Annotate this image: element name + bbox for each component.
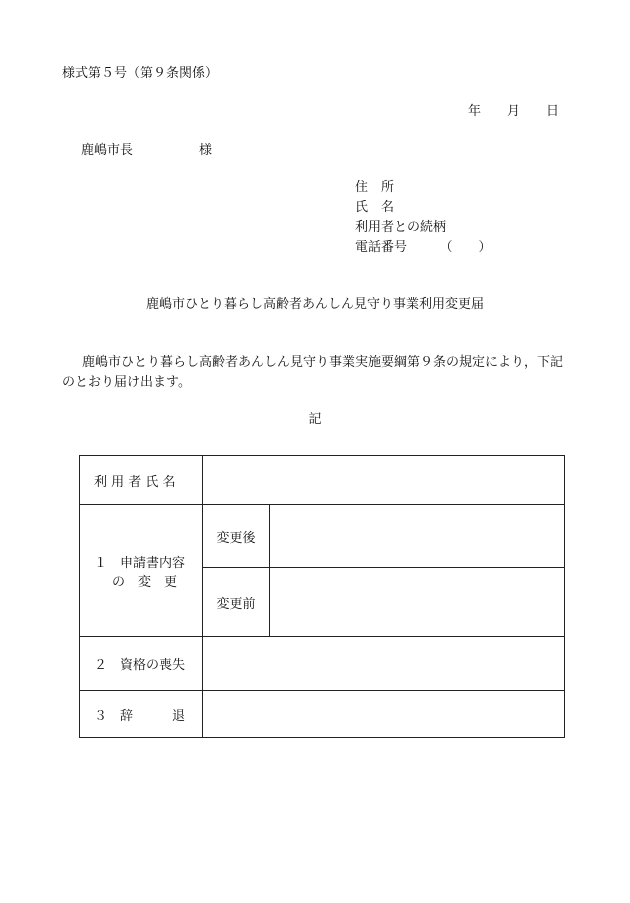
user-name-field[interactable] xyxy=(203,456,565,505)
withdraw-label: ３ 辞 退 xyxy=(80,691,203,738)
form-number: 様式第５号（第９条関係） xyxy=(62,66,219,81)
addressee-honorific: 様 xyxy=(199,143,213,158)
row-user-name xyxy=(80,456,565,505)
document-title: 鹿嶋市ひとり暮らし高齢者あんしん見守り事業利用変更届 xyxy=(145,297,484,312)
row-change-after xyxy=(80,505,565,568)
relation-label: 利用者との続柄 xyxy=(355,220,447,235)
addressee-name: 鹿嶋市長 xyxy=(81,143,134,158)
date-year: 年 xyxy=(468,104,482,119)
change-label-line2: の 変 更 xyxy=(112,574,178,590)
after-label: 変更後 xyxy=(203,505,270,568)
row-withdraw xyxy=(80,691,565,738)
withdraw-field[interactable] xyxy=(203,691,565,738)
user-name-label: 利 用 者 氏 名 xyxy=(80,456,203,505)
row-loss xyxy=(80,637,565,691)
after-field[interactable] xyxy=(270,505,565,568)
date-month: 月 xyxy=(507,104,521,119)
before-label: 変更前 xyxy=(203,568,270,637)
date-line xyxy=(468,104,559,120)
loss-label: ２ 資格の喪失 xyxy=(80,637,203,691)
date-day: 日 xyxy=(546,104,560,119)
applicant-block xyxy=(355,180,492,260)
application-table xyxy=(79,455,565,738)
loss-field[interactable] xyxy=(203,637,565,691)
ki-heading: 記 xyxy=(308,412,322,427)
before-field[interactable] xyxy=(270,568,565,637)
change-label-line1: １ 申請書内容 xyxy=(94,555,186,571)
addressee xyxy=(81,143,212,159)
body-text: 鹿嶋市ひとり暮らし高齢者あんしん見守り事業実施要綱第９条の規定により，下記のとおり届け出ます。 xyxy=(62,355,564,390)
change-label xyxy=(80,505,203,637)
address-label: 住 所 xyxy=(355,180,395,195)
name-label: 氏 名 xyxy=(355,200,395,215)
phone-label: 電話番号 （ ） xyxy=(355,240,492,255)
